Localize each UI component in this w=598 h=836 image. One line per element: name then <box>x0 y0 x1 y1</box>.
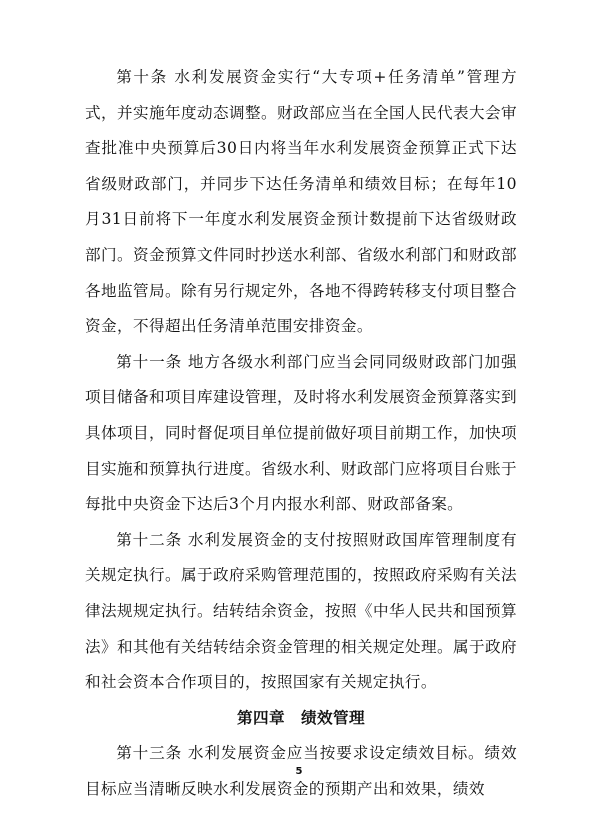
article-11-paragraph: 第十一条 地方各级水利部门应当会同同级财政部门加强项目储备和项目库建设管理，及时将水利发展资金预算落实到具体项目，同时督促项目单位提前做好项目前期工作，加快项目实施和预算执行进度。省级水利、财政部门应将项目台账于每批中央资金下达后3个月内报水利部、财政部备案。 <box>85 352 517 514</box>
article-10-paragraph: 第十条 水利发展资金实行“大专项+任务清单”管理方式，并实施年度动态调整。财政部应当在全国人民代表大会审查批准中央预算后30日内将当年水利发展资金预算正式下达省级财政部门，并同步下达任务清单和绩效目标；在每年10月31日前将下一年度水利发展资金预计数提前下达省级财政部门。资金预算文件同时抄送水利部、省级水利部门和财政部各地监管局。除有另行规定外，各地不得跨转移支付项目整合资金，不得超出任务清单范围安排资金。 <box>85 68 517 336</box>
article-13-paragraph: 第十三条 水利发展资金应当按要求设定绩效目标。绩效目标应当清晰反映水利发展资金的预期产出和效果，绩效 <box>85 744 517 798</box>
article-12-paragraph: 第十二条 水利发展资金的支付按照财政国库管理制度有关规定执行。属于政府采购管理范围的，按照政府采购有关法律法规规定执行。结转结余资金，按照《中华人民共和国预算法》和其他有关结转结余资金管理的相关规定处理。属于政府和社会资本合作项目的，按照国家有关规定执行。 <box>85 530 517 692</box>
chapter-4-heading: 第四章 绩效管理 <box>237 708 365 727</box>
document-body <box>85 60 517 807</box>
page-number: 5 <box>295 766 303 777</box>
